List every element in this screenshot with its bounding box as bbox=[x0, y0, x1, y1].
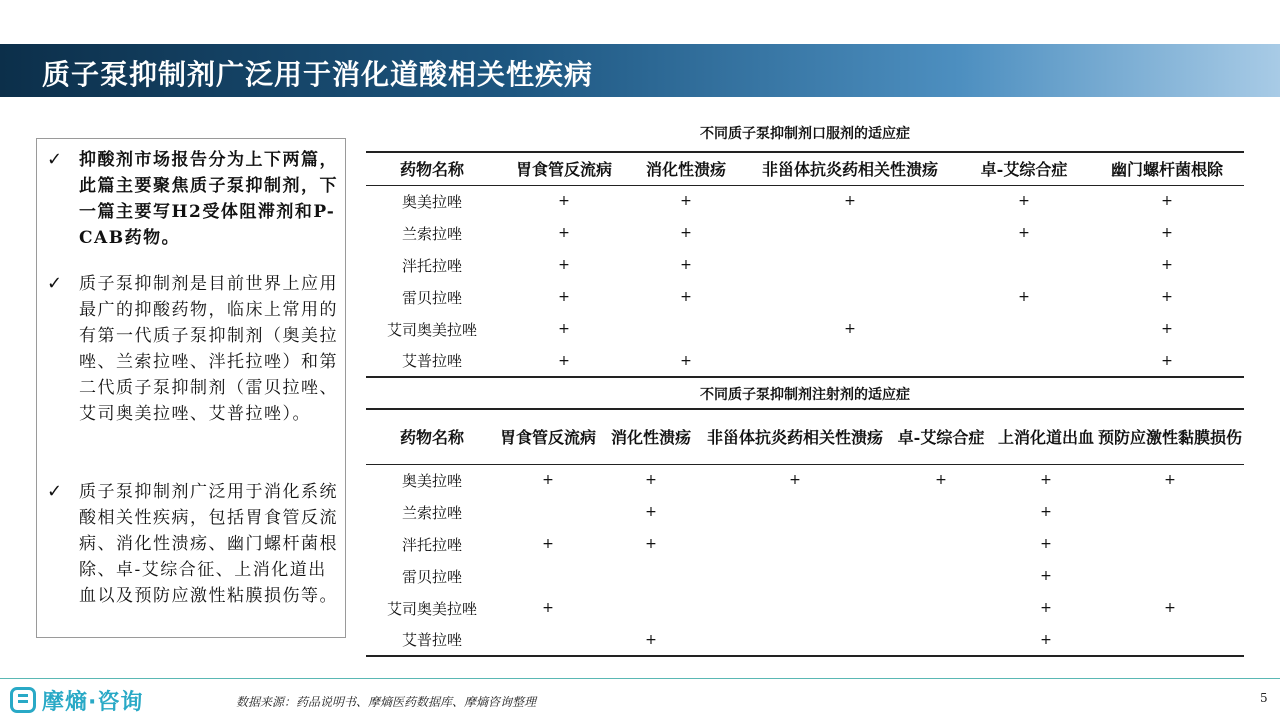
table-row bbox=[366, 464, 1244, 496]
drug-name-cell: 艾普拉唑 bbox=[366, 624, 498, 656]
indication-cell: + bbox=[558, 321, 570, 337]
indication-cell bbox=[704, 624, 886, 656]
injection-table-title: 不同质子泵抑制剂注射剂的适应症 bbox=[700, 387, 910, 403]
indication-cell bbox=[958, 313, 1090, 345]
column-header: 消化性溃疡 bbox=[598, 409, 704, 464]
column-header: 非甾体抗炎药相关性溃疡 bbox=[704, 409, 886, 464]
summary-box bbox=[36, 138, 346, 638]
column-header: 预防应激性黏膜损伤 bbox=[1096, 409, 1244, 464]
table-row bbox=[366, 624, 1244, 656]
bullet-item bbox=[47, 479, 343, 609]
indication-cell bbox=[742, 249, 958, 281]
indication-cell: + bbox=[558, 225, 570, 241]
indication-cell bbox=[1096, 528, 1244, 560]
indication-cell bbox=[630, 313, 742, 345]
column-header: 上消化道出血 bbox=[996, 409, 1096, 464]
oral-indication-table bbox=[366, 151, 1244, 378]
indication-cell: + bbox=[1040, 472, 1052, 489]
indication-cell: + bbox=[1164, 472, 1176, 489]
check-icon: ✓ bbox=[47, 481, 63, 502]
table-row bbox=[366, 249, 1244, 281]
indication-cell: + bbox=[645, 504, 657, 520]
indication-cell: + bbox=[680, 289, 692, 305]
indication-cell: + bbox=[1018, 225, 1030, 241]
indication-cell: + bbox=[558, 257, 570, 273]
drug-name-cell: 艾司奥美拉唑 bbox=[386, 599, 477, 618]
logo-mark-icon bbox=[10, 687, 36, 713]
indication-cell bbox=[886, 528, 996, 560]
table-row bbox=[366, 496, 1244, 528]
check-icon: ✓ bbox=[47, 273, 63, 294]
drug-name-cell: 兰索拉唑 bbox=[401, 224, 462, 243]
indication-cell bbox=[704, 496, 886, 528]
column-header: 非甾体抗炎药相关性溃疡 bbox=[742, 152, 958, 185]
indication-cell bbox=[742, 345, 958, 377]
indication-cell: + bbox=[1161, 289, 1173, 305]
indication-cell: + bbox=[1161, 321, 1173, 337]
check-icon: ✓ bbox=[47, 149, 63, 170]
bullet-item bbox=[47, 147, 343, 251]
indication-cell bbox=[498, 496, 598, 528]
drug-name-cell: 兰索拉唑 bbox=[401, 503, 462, 522]
column-header: 药物名称 bbox=[366, 152, 498, 185]
indication-cell bbox=[958, 345, 1090, 377]
indication-cell bbox=[1096, 560, 1244, 592]
footer-divider bbox=[0, 678, 1280, 679]
injection-indication-table bbox=[366, 408, 1244, 657]
table-row bbox=[366, 528, 1244, 560]
bullet-text: 质子泵抑制剂是目前世界上应用最广的抑酸药物，临床上常用的有第一代质子泵抑制剂（奥美拉唑、兰索拉唑、泮托拉唑）和第二代质子泵抑制剂（雷贝拉唑、艾司奥美拉唑、艾普拉唑）。 bbox=[79, 274, 338, 424]
bullet-text: 质子泵抑制剂广泛用于消化系统酸相关性疾病，包括胃食管反流病、消化性溃疡、幽门螺杆菌根除、卓-艾综合征、上消化道出血以及预防应激性粘膜损伤等。 bbox=[79, 482, 338, 606]
column-header: 幽门螺杆菌根除 bbox=[1090, 152, 1244, 185]
drug-name-cell: 雷贝拉唑 bbox=[401, 567, 462, 586]
column-header: 胃食管反流病 bbox=[498, 152, 630, 185]
indication-cell bbox=[1096, 624, 1244, 656]
indication-cell bbox=[704, 528, 886, 560]
indication-cell: + bbox=[1161, 225, 1173, 241]
oral-table-title: 不同质子泵抑制剂口服剂的适应症 bbox=[700, 126, 910, 142]
indication-cell: + bbox=[558, 193, 570, 210]
table-row bbox=[366, 185, 1244, 217]
indication-cell: + bbox=[645, 472, 657, 489]
table-row bbox=[366, 217, 1244, 249]
data-source-note: 数据来源：药品说明书、摩熵医药数据库、摩熵咨询整理 bbox=[236, 695, 537, 709]
indication-cell: + bbox=[1040, 504, 1052, 520]
indication-cell bbox=[498, 560, 598, 592]
indication-cell: + bbox=[680, 193, 692, 210]
bullet-text: 抑酸剂市场报告分为上下两篇，此篇主要聚焦质子泵抑制剂，下一篇主要写H2受体阻滞剂和P-CAB药物。 bbox=[79, 150, 338, 248]
indication-cell bbox=[958, 249, 1090, 281]
brand-logo bbox=[10, 684, 143, 716]
indication-cell bbox=[886, 496, 996, 528]
indication-cell: + bbox=[1161, 257, 1173, 273]
drug-name-cell: 艾司奥美拉唑 bbox=[386, 320, 477, 339]
column-header: 卓-艾综合症 bbox=[958, 152, 1090, 185]
indication-cell bbox=[598, 560, 704, 592]
indication-cell: + bbox=[996, 624, 1096, 656]
title-bar bbox=[0, 44, 1280, 97]
table-row bbox=[366, 313, 1244, 345]
indication-cell: + bbox=[645, 536, 657, 552]
indication-cell: + bbox=[844, 321, 856, 337]
drug-name-cell: 泮托拉唑 bbox=[401, 535, 462, 554]
indication-cell: + bbox=[1090, 345, 1244, 377]
table-header-row bbox=[366, 152, 1244, 185]
drug-name-cell: 泮托拉唑 bbox=[401, 256, 462, 275]
page-title: 质子泵抑制剂广泛用于消化道酸相关性疾病 bbox=[42, 58, 594, 91]
indication-cell: + bbox=[598, 624, 704, 656]
indication-cell: + bbox=[498, 345, 630, 377]
column-header: 卓-艾综合症 bbox=[886, 409, 996, 464]
drug-name-cell: 奥美拉唑 bbox=[401, 192, 462, 211]
table-row bbox=[366, 281, 1244, 313]
table-row bbox=[366, 345, 1244, 377]
drug-name-cell: 雷贝拉唑 bbox=[401, 288, 462, 307]
indication-cell: + bbox=[542, 536, 554, 552]
logo-text: 摩熵·咨询 bbox=[42, 689, 144, 715]
indication-cell: + bbox=[558, 289, 570, 305]
indication-cell bbox=[886, 560, 996, 592]
indication-cell: + bbox=[1164, 600, 1176, 616]
drug-name-cell: 艾普拉唑 bbox=[366, 345, 498, 377]
indication-cell bbox=[704, 560, 886, 592]
indication-cell: + bbox=[680, 225, 692, 241]
indication-cell: + bbox=[542, 472, 554, 489]
indication-cell: + bbox=[1040, 568, 1052, 584]
table-row bbox=[366, 560, 1244, 592]
indication-cell: + bbox=[680, 257, 692, 273]
indication-cell bbox=[598, 592, 704, 624]
indication-cell bbox=[886, 624, 996, 656]
indication-cell bbox=[742, 281, 958, 313]
indication-cell: + bbox=[630, 345, 742, 377]
indication-cell: + bbox=[789, 472, 801, 489]
indication-cell: + bbox=[1018, 289, 1030, 305]
indication-cell bbox=[704, 592, 886, 624]
indication-cell: + bbox=[1040, 600, 1052, 616]
indication-cell bbox=[886, 592, 996, 624]
column-header: 消化性溃疡 bbox=[630, 152, 742, 185]
indication-cell: + bbox=[844, 193, 856, 210]
indication-cell bbox=[742, 217, 958, 249]
drug-name-cell: 奥美拉唑 bbox=[401, 471, 462, 490]
indication-cell: + bbox=[542, 600, 554, 616]
page-number: 5 bbox=[1260, 691, 1268, 705]
column-header: 胃食管反流病 bbox=[498, 409, 598, 464]
indication-cell bbox=[1096, 496, 1244, 528]
indication-cell bbox=[498, 624, 598, 656]
table-header-row bbox=[366, 409, 1244, 464]
table-row bbox=[366, 592, 1244, 624]
column-header: 药物名称 bbox=[366, 409, 498, 464]
indication-cell: + bbox=[1161, 193, 1173, 210]
indication-cell: + bbox=[1018, 193, 1030, 210]
indication-cell: + bbox=[935, 472, 947, 489]
bullet-item bbox=[47, 271, 343, 427]
indication-cell: + bbox=[1040, 536, 1052, 552]
